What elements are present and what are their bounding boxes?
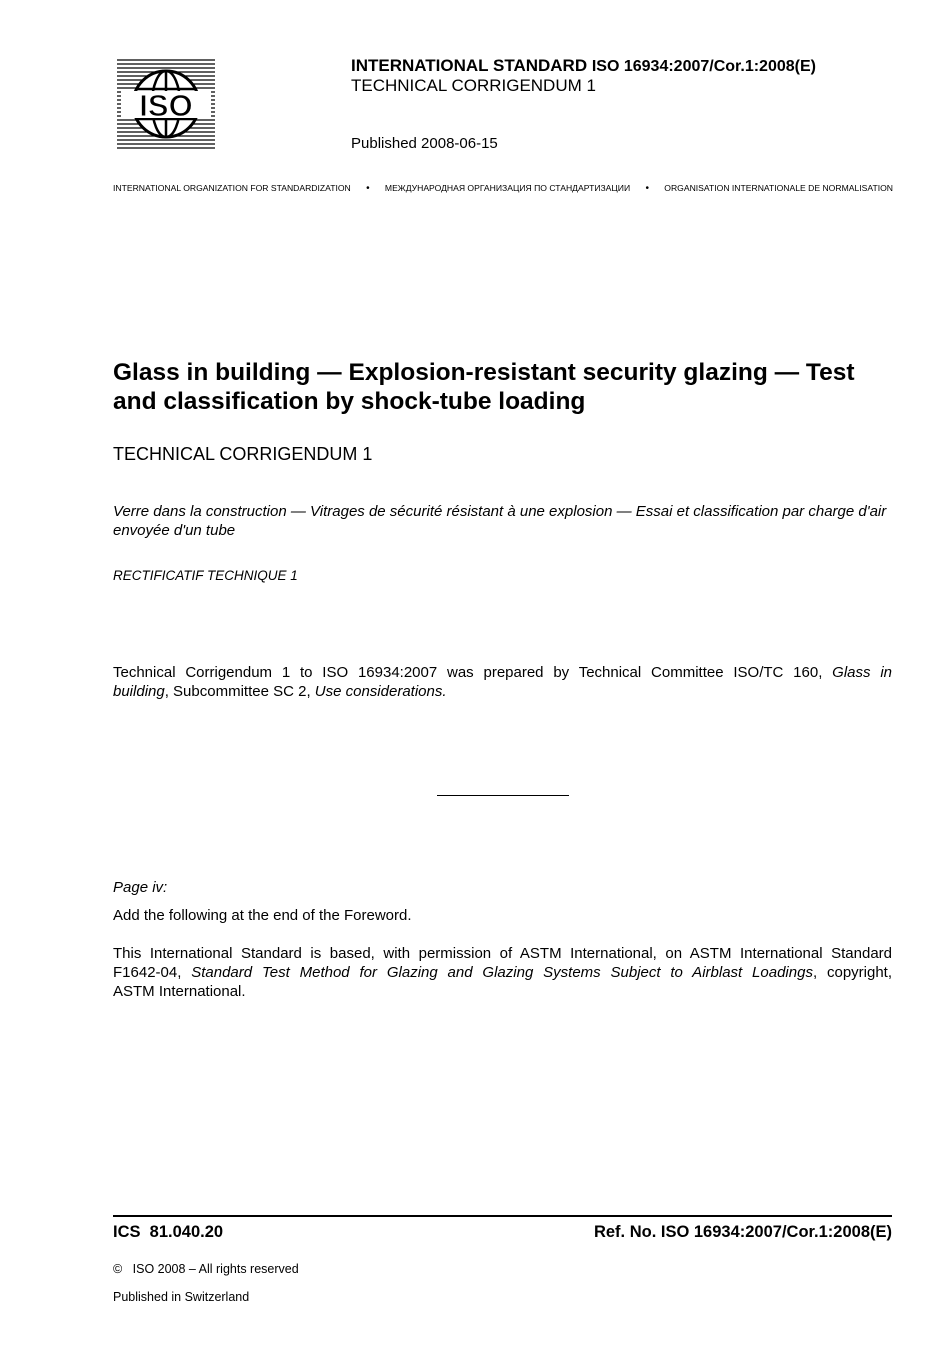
preparation-statement — [113, 663, 892, 701]
astm-standard-title: Standard Test Method for Glazing and Glazing Systems Subject to Airblast Loadings — [191, 964, 813, 981]
correction-instruction: Add the following at the end of the Foreword. — [113, 907, 412, 924]
based-line-3: ASTM International. — [113, 983, 246, 1000]
standard-heading — [351, 56, 816, 77]
org-name-fr: ORGANISATION INTERNATIONALE DE NORMALISATION — [664, 183, 893, 193]
org-name-ru: МЕЖДУНАРОДНАЯ ОРГАНИЗАЦИЯ ПО СТАНДАРТИЗАЦИИ — [384, 183, 631, 193]
logo-lettering: ISO — [139, 88, 193, 123]
published-date: Published 2008-06-15 — [351, 135, 498, 152]
prep-text: Technical Corrigendum 1 to ISO 16934:2007 was prepared by Technical Committee ISO/TC 160, — [113, 664, 833, 681]
based-suffix: , copyright, — [812, 964, 893, 981]
copyright-notice: © ISO 2008 – All rights reserved — [113, 1262, 299, 1276]
prep-subcommittee: , Subcommittee SC 2, — [164, 683, 315, 700]
reference-number: Ref. No. ISO 16934:2007/Cor.1:2008(E) — [593, 1223, 892, 1241]
french-title: Verre dans la construction — Vitrages de sécurité résistant à une explosion — Essai et classification par charge d'air envoyée d'un tube — [113, 503, 887, 539]
separator-rule — [437, 795, 569, 796]
footer-rule — [113, 1215, 892, 1217]
org-separator: • — [366, 183, 370, 194]
org-name-en: INTERNATIONAL ORGANIZATION FOR STANDARDIZATION — [113, 183, 351, 193]
ics-code: ICS 81.040.20 — [113, 1223, 224, 1241]
organization-names — [113, 183, 893, 194]
published-in: Published in Switzerland — [113, 1290, 250, 1304]
french-corrigendum: RECTIFICATIF TECHNIQUE 1 — [113, 568, 298, 583]
document-title: Glass in building — Explosion-resistant security glazing — Test and classification by shock-tube loading — [113, 359, 855, 415]
prep-subcommittee-title: Use considerations. — [314, 683, 447, 700]
title-corrigendum: TECHNICAL CORRIGENDUM 1 — [113, 444, 373, 464]
header-corrigendum: TECHNICAL CORRIGENDUM 1 — [351, 76, 596, 95]
page-reference: Page iv: — [113, 879, 168, 896]
foreword-addition — [113, 944, 892, 1001]
standard-code: ISO 16934:2007/Cor.1:2008(E) — [591, 58, 816, 75]
standard-label: INTERNATIONAL STANDARD — [351, 56, 588, 75]
prep-committee-title: Glass in — [832, 664, 892, 681]
prep-committee-title-cont: building — [113, 683, 165, 700]
based-line-2 — [113, 963, 892, 982]
astm-standard-number: F1642-04, — [113, 964, 192, 981]
iso-logo — [117, 57, 215, 151]
org-separator: • — [645, 183, 649, 194]
based-line-1: This International Standard is based, with permission of ASTM International, on ASTM International Standard — [113, 945, 892, 962]
